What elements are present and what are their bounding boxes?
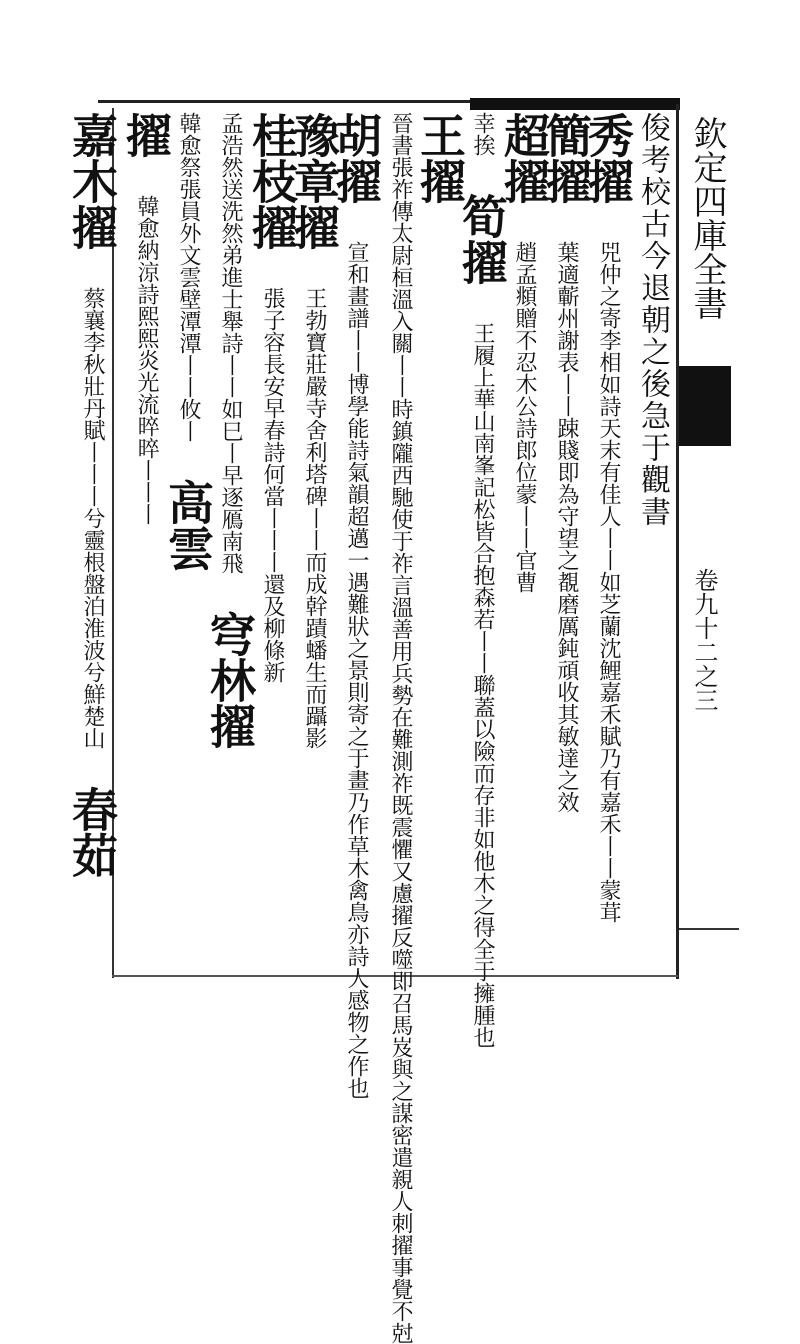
text-column-12 bbox=[161, 112, 215, 972]
text-column-4 bbox=[497, 112, 551, 972]
entry-text: 晉書張祚傳太尉桓溫入關丨丨時鎮隴西馳使于祚言溫善用兵勢在難測祚既震懼又慮擢反噬即召馬岌與之謀密遣親人刺擢事覺不尅 bbox=[388, 112, 413, 1344]
text-column-11 bbox=[203, 112, 257, 972]
entry-heading: 嘉木擢 bbox=[65, 112, 119, 250]
entry-heading: 豫章擢 bbox=[287, 112, 341, 250]
entry-heading: 筍擢 bbox=[455, 193, 509, 285]
margin-tick bbox=[679, 928, 739, 930]
entry-text: 韓愈納涼詩熙熙炎光流晬晬丨丨丨 bbox=[134, 195, 159, 525]
fish-tail-block bbox=[679, 366, 731, 446]
entry-text: 孟浩然送洗然弟進士舉詩丨丨如巳丨早逐鴈南飛 bbox=[218, 112, 243, 574]
entry-heading: 簡擢 bbox=[539, 112, 593, 204]
volume-number: 卷九十二之三 bbox=[690, 568, 718, 712]
entry-heading: 秀擢 bbox=[581, 112, 635, 204]
text-column-1 bbox=[632, 112, 672, 972]
entry-text: 蔡襄李秋壯丹賦丨丨丨兮靈根盤泊淮波兮鮮楚山 bbox=[80, 287, 105, 749]
text-column-9 bbox=[287, 112, 341, 972]
entry-heading: 桂枝擢 bbox=[245, 112, 299, 250]
top-border-thick bbox=[470, 98, 680, 110]
entry-text: 王勃寶莊嚴寺舍利塔碑丨丨而成幹蹟蟠生而躡影 bbox=[302, 287, 327, 749]
text-column-7 bbox=[380, 112, 420, 1344]
text-column-5 bbox=[455, 112, 509, 1048]
entry-text: 韓愈祭張員外文雲壁潭潭丨丨攸丨 bbox=[176, 112, 201, 442]
entry-heading: 穹林擢 bbox=[203, 611, 257, 749]
entry-text: 兕仲之寄李相如詩天末有佳人丨丨如芝蘭沈鯉嘉禾賦乃有嘉禾丨丨蒙茸 bbox=[596, 241, 621, 923]
entry-heading: 王擢 bbox=[413, 112, 467, 204]
entry-heading: 擢 bbox=[119, 112, 173, 158]
entry-text: 趙孟頫贈不忍木公詩郎位蒙丨丨官曹 bbox=[512, 241, 537, 593]
entry-text: 王履上華山南峯記松皆合抱森若丨丨聯蓋以險而存非如他木之得全于擁腫也 bbox=[470, 322, 495, 1048]
entry-heading: 胡擢 bbox=[329, 112, 383, 204]
entry-text: 張子容長安早春詩何當丨丨丨還及柳條新 bbox=[260, 287, 285, 683]
entry-text: 宣和畫譜丨丨博學能詩氣韻超邁一遇難狀之景則寄之于畫乃作草木禽鳥亦詩人感物之作也 bbox=[344, 241, 369, 1099]
text-column-14 bbox=[65, 112, 119, 972]
book-title: 欽定四庫全書 bbox=[687, 116, 727, 320]
entry-text: 葉適蘄州謝表丨丨踈賤即為守望之覩磨厲鈍頑收其敏達之效 bbox=[554, 241, 579, 813]
margin-header bbox=[679, 98, 739, 1073]
text-column-2 bbox=[581, 112, 635, 972]
entry-heading: 高雲 bbox=[161, 479, 215, 571]
entry-text: 幸挨 bbox=[470, 112, 495, 156]
entry-heading: 超擢 bbox=[497, 112, 551, 204]
text-column-3 bbox=[539, 112, 593, 972]
entry-heading: 春茹 bbox=[65, 786, 119, 878]
text-column-13 bbox=[119, 112, 173, 972]
entry-text: 俊考校古今退朝之後急于觀書 bbox=[635, 112, 670, 528]
text-column-8 bbox=[329, 112, 383, 1099]
text-column-10 bbox=[245, 112, 299, 972]
text-column-6 bbox=[413, 112, 467, 972]
